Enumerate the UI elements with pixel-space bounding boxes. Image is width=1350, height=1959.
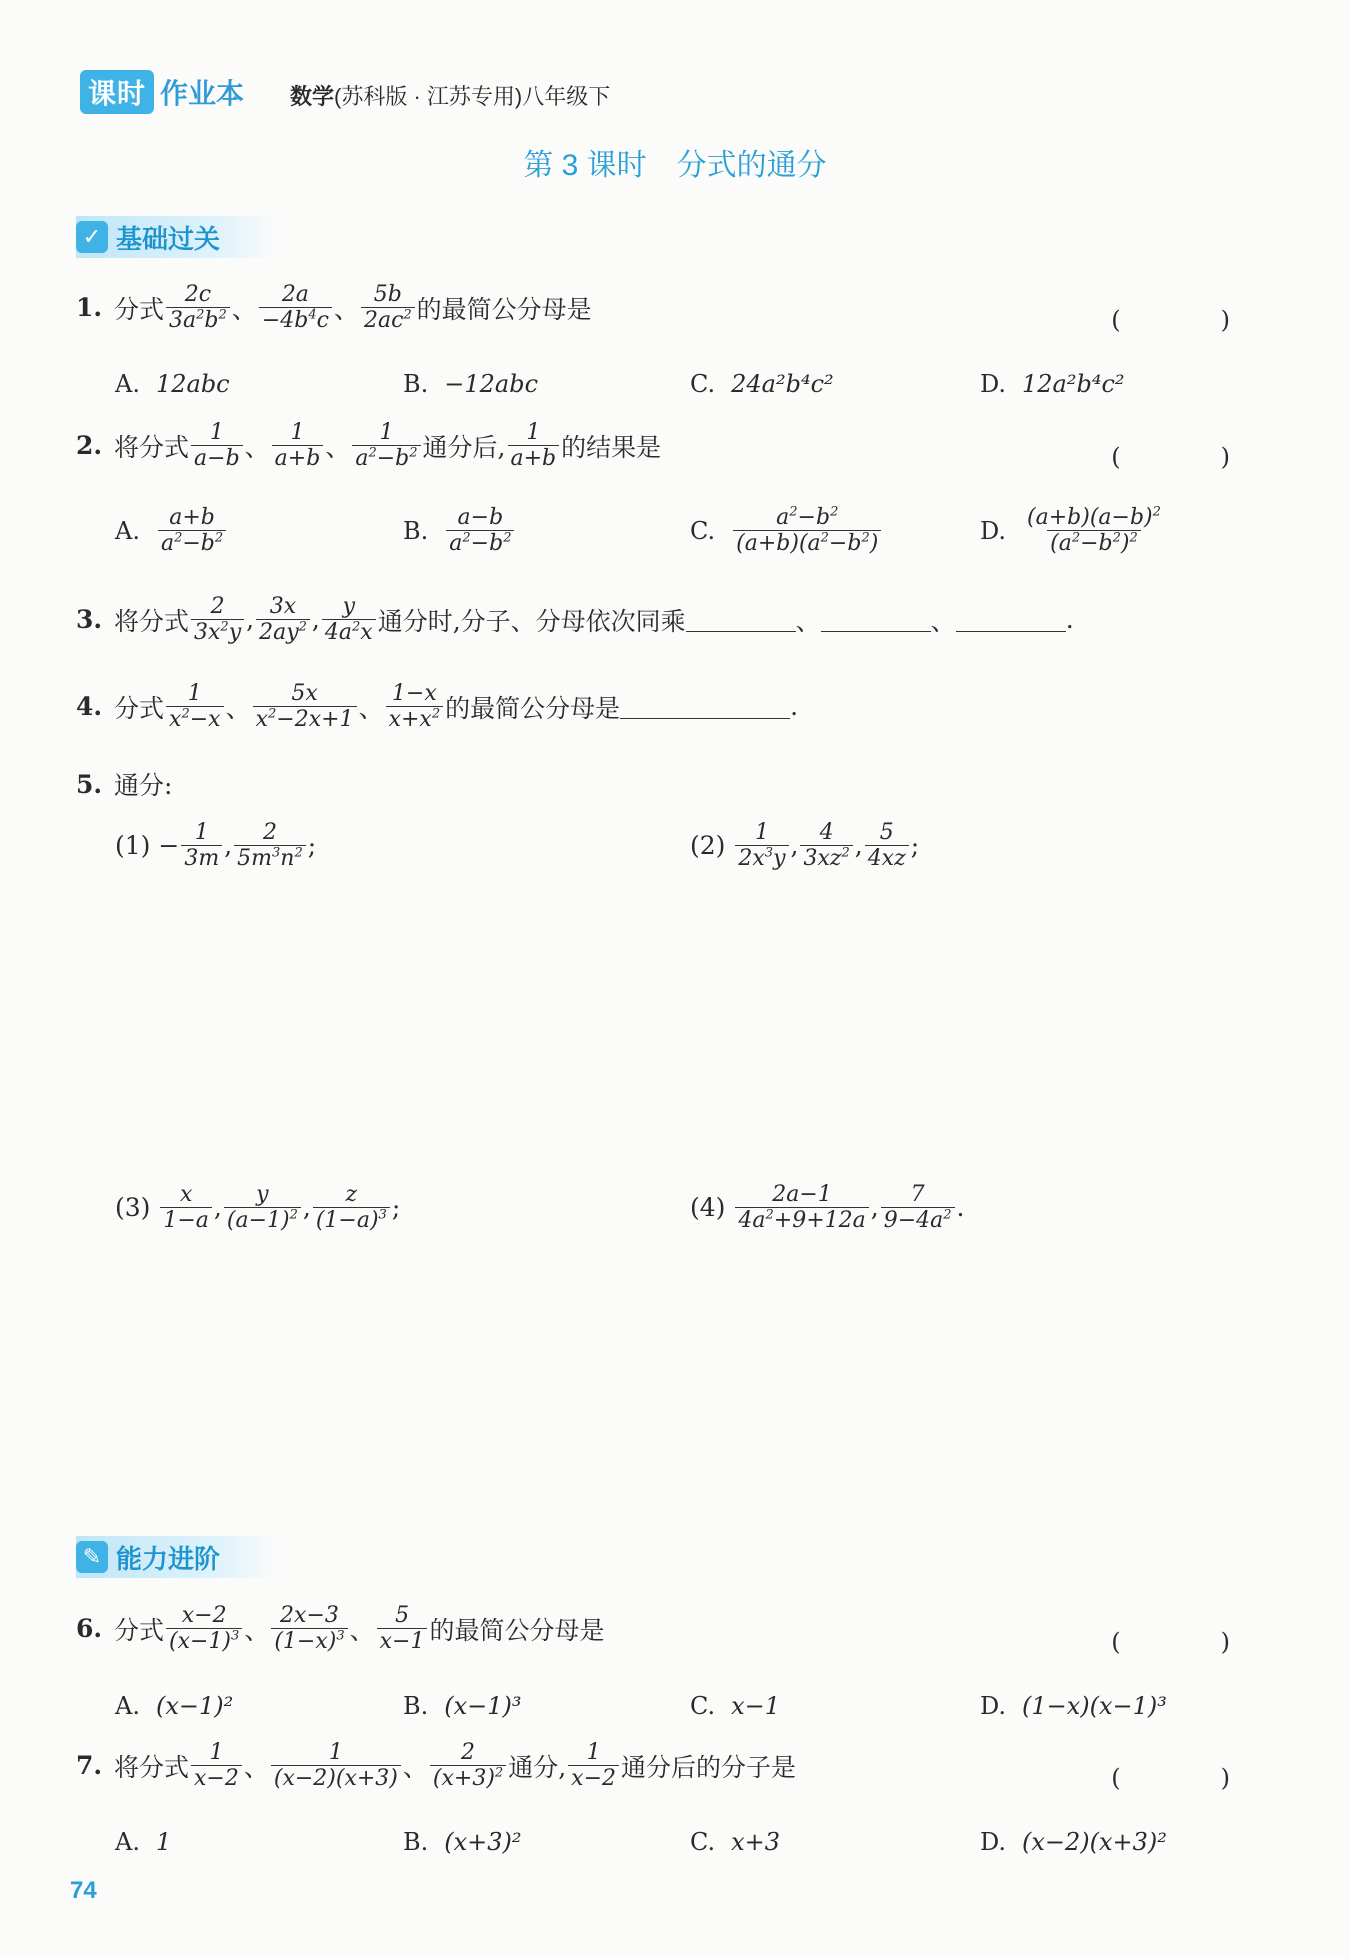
- fraction: $\frac{1}{x-2}$: [568, 1740, 619, 1792]
- answer-blank[interactable]: [821, 607, 931, 632]
- question-4: 4. 分式 $\frac{1}{x^2-x}$ 、 $\frac{5x}{x^2-2x+1}$ 、 $\frac{1-x}{x+x^2}$ 的最简公分母是 .: [76, 681, 799, 733]
- question-lead: 分式: [114, 294, 165, 324]
- question-7: 7. 将分式 $\frac{1}{x-2}$ 、 $\frac{1}{(x-2)(x+3)}$ 、 $\frac{2}{(x+3)^2}$ 通分, $\frac{1}{x-2}$ 通分后的分子是: [76, 1740, 797, 1792]
- fraction: $\frac{y}{4a^2x}$: [322, 594, 376, 646]
- question-2: 2. 将分式 $\frac{1}{a-b}$ 、 $\frac{1}{a+b}$ 、 $\frac{1}{a^2-b^2}$ 通分后, $\frac{1}{a+b}$ 的结果是: [76, 420, 662, 472]
- option-a[interactable]: A. 1: [115, 1828, 172, 1856]
- section-banner-advanced: [76, 1536, 276, 1578]
- fraction: $\frac{1}{a^2-b^2}$: [352, 420, 420, 472]
- option-d[interactable]: D. (x−2)(x+3)²: [980, 1828, 1167, 1856]
- option-c[interactable]: C. x+3: [690, 1828, 781, 1856]
- question-1: 1. 分式 $\frac{2c}{3a^2b^2}$ 、 $\frac{2a}{-4b^4c}$ 、 $\frac{5b}{2ac^2}$ 的最简公分母是: [76, 282, 592, 334]
- question-number: 5.: [76, 769, 103, 799]
- fraction: $\frac{3x}{2ay^2}$: [256, 594, 310, 646]
- fraction: $\frac{1-x}{x+x^2}$: [386, 681, 444, 733]
- fraction: $\frac{1}{a-b}$: [191, 420, 243, 472]
- question-lead: 将分式: [114, 432, 190, 462]
- fraction: $\frac{5}{x-1}$: [377, 1603, 428, 1655]
- question-tail: 通分时,分子、分母依次同乘: [377, 606, 686, 636]
- question-3: 3. 将分式 $\frac{2}{3x^2y}$ , $\frac{3x}{2ay^2}$ , $\frac{y}{4a^2x}$ 通分时,分子、分母依次同乘 、 、 .: [76, 594, 1074, 646]
- fraction: $\frac{5b}{2ac^2}$: [361, 282, 415, 334]
- fraction: $\frac{2c}{3a^2b^2}$: [166, 282, 230, 334]
- question-5-part-4: (4) $\frac{2a-1}{4a^2+9+12a}$ , $\frac{7}{9-4a^2}$ .: [690, 1182, 965, 1234]
- option-d[interactable]: D. $\frac{(a+b)(a-b)^2}{(a^2-b^2)^2}$: [980, 504, 1161, 557]
- pencil-icon: ✎: [76, 1541, 108, 1573]
- book-subtitle: [290, 80, 610, 111]
- option-c[interactable]: C. x−1: [690, 1692, 781, 1720]
- fraction: $\frac{x-2}{(x-1)^3}$: [166, 1603, 242, 1655]
- section-title: 能力进阶: [116, 1543, 221, 1574]
- option-c[interactable]: C. $\frac{a^2-b^2}{(a+b)(a^2-b^2)}$: [690, 505, 883, 557]
- question-mid: 通分,: [508, 1752, 567, 1782]
- question-5-part-2: (2) $\frac{1}{2x^3y}$ , $\frac{4}{3xz^2}$ , $\frac{5}{4xz}$ ;: [690, 820, 920, 872]
- question-tail: 的结果是: [561, 432, 662, 462]
- question-number: 3.: [76, 605, 103, 635]
- question-6: 6. 分式 $\frac{x-2}{(x-1)^3}$ 、 $\frac{2x-3}{(1-x)^3}$ 、 $\frac{5}{x-1}$ 的最简公分母是: [76, 1603, 605, 1655]
- question-tail: 的最简公分母是: [429, 1615, 605, 1645]
- fraction: $\frac{2}{3x^2y}$: [191, 594, 244, 646]
- brand: [80, 70, 244, 114]
- answer-paren[interactable]: ( ): [1111, 1764, 1268, 1792]
- fraction: $\frac{2a}{-4b^4c}$: [259, 282, 332, 334]
- question-5-part-1: (1) − $\frac{1}{3m}$ , $\frac{2}{5m^3n^2}$ ;: [115, 820, 317, 872]
- question-number: 7.: [76, 1751, 103, 1781]
- answer-blank[interactable]: [620, 694, 790, 719]
- question-lead: 将分式: [114, 1752, 190, 1782]
- question-lead: 分式: [114, 693, 165, 723]
- brand-name: 作业本: [160, 78, 245, 109]
- question-number: 1.: [76, 293, 103, 323]
- lesson-title: 第 3 课时 分式的通分: [523, 149, 827, 182]
- answer-blank[interactable]: [956, 607, 1066, 632]
- option-a[interactable]: A. 12abc: [115, 370, 230, 398]
- fraction: $\frac{2}{(x+3)^2}$: [430, 1740, 506, 1792]
- question-mid: 通分后,: [422, 432, 506, 462]
- fraction: $\frac{1}{x-2}$: [191, 1740, 242, 1792]
- answer-paren[interactable]: ( ): [1111, 443, 1268, 471]
- question-tail: 通分后的分子是: [621, 1752, 797, 1782]
- section-title: 基础过关: [116, 223, 221, 254]
- answer-paren[interactable]: ( ): [1111, 306, 1268, 334]
- option-b[interactable]: B. −12abc: [403, 370, 539, 398]
- question-lead: 分式: [114, 1615, 165, 1645]
- option-b[interactable]: B. (x+3)²: [403, 1828, 522, 1856]
- question-5-part-3: (3) $\frac{x}{1-a}$ , $\frac{y}{(a-1)^2}$ , $\frac{z}{(1-a)^3}$ ;: [115, 1182, 401, 1234]
- option-c[interactable]: C. 24a²b⁴c²: [690, 370, 834, 398]
- option-b[interactable]: B. $\frac{a-b}{a^2-b^2}$: [403, 505, 516, 557]
- fraction: $\frac{1}{a+b}$: [508, 420, 560, 472]
- option-d[interactable]: D. 12a²b⁴c²: [980, 370, 1125, 398]
- fraction: $\frac{1}{(x-2)(x+3)}$: [271, 1740, 401, 1792]
- option-b[interactable]: B. (x−1)³: [403, 1692, 522, 1720]
- edition: (苏科版 · 江苏专用)八年级下: [334, 84, 611, 109]
- option-a[interactable]: A. (x−1)²: [115, 1692, 234, 1720]
- fraction: $\frac{2x-3}{(1-x)^3}$: [271, 1603, 347, 1655]
- question-tail: 的最简公分母是: [416, 294, 592, 324]
- question-number: 6.: [76, 1614, 103, 1644]
- question-number: 2.: [76, 431, 103, 461]
- subject: 数学: [290, 84, 335, 109]
- question-number: 4.: [76, 692, 103, 722]
- option-d[interactable]: D. (1−x)(x−1)³: [980, 1692, 1167, 1720]
- brand-logo: 课时: [80, 70, 154, 114]
- fraction: $\frac{5x}{x^2-2x+1}$: [253, 681, 357, 733]
- question-tail: 的最简公分母是: [445, 693, 621, 723]
- question-5: [76, 766, 172, 802]
- fraction: $\frac{1}{x^2-x}$: [166, 681, 224, 733]
- question-lead: 将分式: [114, 606, 190, 636]
- section-banner-basic: [76, 216, 276, 258]
- page-number: 74: [70, 1877, 97, 1904]
- question-lead: 通分:: [114, 771, 173, 800]
- answer-blank[interactable]: [686, 607, 796, 632]
- answer-paren[interactable]: ( ): [1111, 1628, 1268, 1656]
- option-a[interactable]: A. $\frac{a+b}{a^2-b^2}$: [115, 505, 228, 557]
- fraction: $\frac{1}{a+b}$: [272, 420, 324, 472]
- check-icon: ✓: [76, 221, 108, 253]
